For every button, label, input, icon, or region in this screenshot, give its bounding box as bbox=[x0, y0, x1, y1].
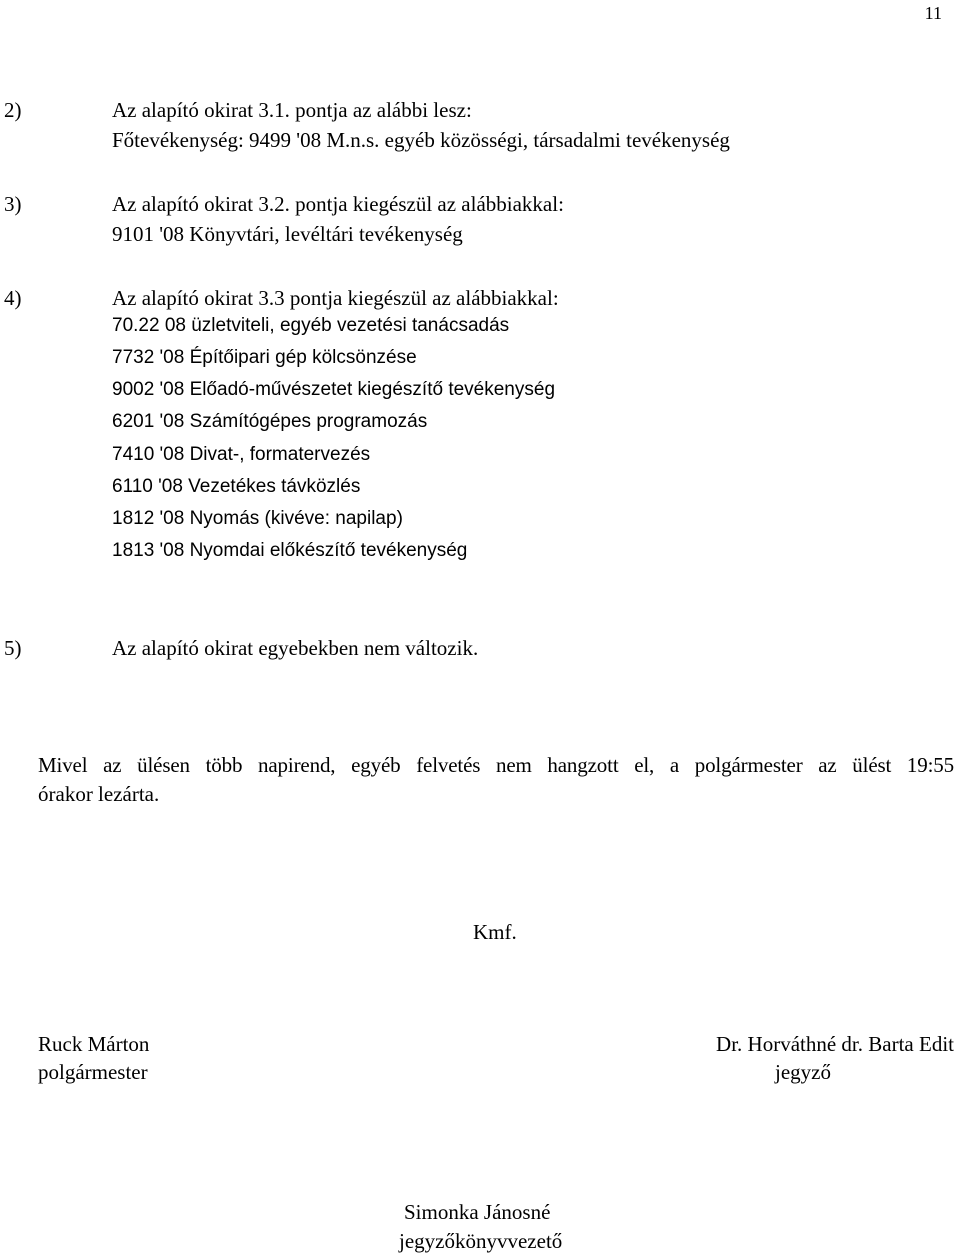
kmf-label: Kmf. bbox=[473, 920, 517, 944]
item-4-line-9: 1813 '08 Nyomdai előkészítő tevékenység bbox=[112, 540, 468, 561]
closing-line-2: órakor lezárta. bbox=[38, 782, 160, 806]
signature-left-name: Ruck Márton bbox=[38, 1032, 150, 1056]
item-4-line-7: 6110 '08 Vezetékes távközlés bbox=[112, 476, 361, 497]
item-5-number: 5) bbox=[4, 636, 22, 660]
closing-line-1: Mivel az ülésen több napirend, egyéb felvetés nem hangzott el, a polgármester az ülést 19:55 bbox=[38, 753, 954, 777]
item-2-number: 2) bbox=[4, 98, 22, 122]
signature-right-name: Dr. Horváthné dr. Barta Edit bbox=[716, 1032, 954, 1056]
item-4-line-2: 70.22 08 üzletviteli, egyéb vezetési tanácsadás bbox=[112, 315, 510, 336]
item-4-line-1: Az alapító okirat 3.3 pontja kiegészül az alábbiakkal: bbox=[112, 286, 559, 310]
signature-bottom-title: jegyzőkönyvvezető bbox=[399, 1229, 563, 1253]
item-5-line-1: Az alapító okirat egyebekben nem változik. bbox=[112, 636, 479, 660]
item-2-line-2: Főtevékenység: 9499 '08 M.n.s. egyéb közösségi, társadalmi tevékenység bbox=[112, 128, 730, 152]
signature-right-title: jegyző bbox=[775, 1060, 831, 1084]
signature-left-title: polgármester bbox=[38, 1060, 148, 1084]
item-4-line-6: 7410 '08 Divat-, formatervezés bbox=[112, 444, 371, 465]
item-3-line-1: Az alapító okirat 3.2. pontja kiegészül az alábbiakkal: bbox=[112, 192, 564, 216]
item-3-number: 3) bbox=[4, 192, 22, 216]
page-number: 11 bbox=[924, 3, 942, 23]
signature-bottom-name: Simonka Jánosné bbox=[404, 1200, 551, 1224]
item-4-line-3: 7732 '08 Építőipari gép kölcsönzése bbox=[112, 347, 417, 368]
item-2-line-1: Az alapító okirat 3.1. pontja az alábbi lesz: bbox=[112, 98, 472, 122]
item-4-line-4: 9002 '08 Előadó-művészetet kiegészítő tevékenység bbox=[112, 379, 556, 400]
item-3-line-2: 9101 '08 Könyvtári, levéltári tevékenység bbox=[112, 222, 463, 246]
item-4-line-5: 6201 '08 Számítógépes programozás bbox=[112, 411, 428, 432]
item-4-line-8: 1812 '08 Nyomás (kivéve: napilap) bbox=[112, 508, 403, 529]
item-4-number: 4) bbox=[4, 286, 22, 310]
